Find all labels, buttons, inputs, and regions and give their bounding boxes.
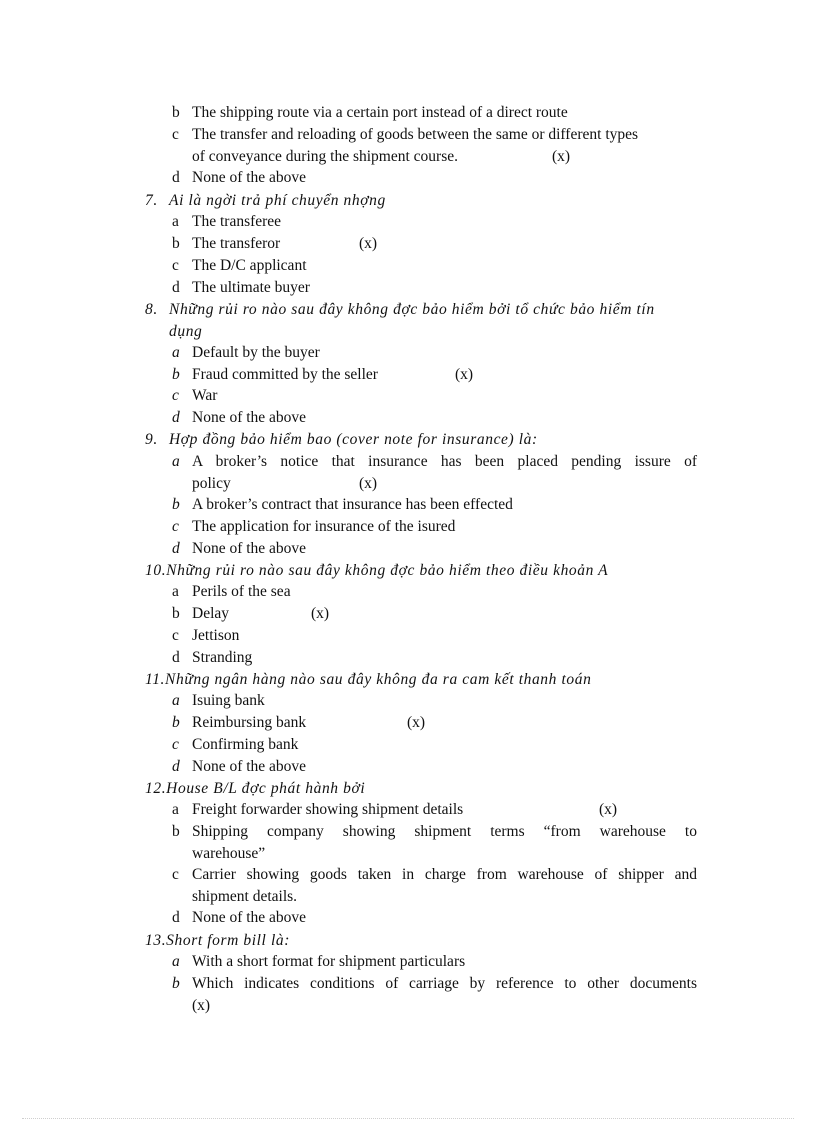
option-c: c Confirming bank [172,736,299,753]
option-b: b A broker’s contract that insurance has been effected [172,496,513,513]
answer-mark: (x) [407,714,426,731]
option-d: d None of the above [172,540,307,557]
option-a-continuation: policy [192,475,231,492]
option-b: b The transferor [172,235,281,252]
question-9: 9. Hợp đồng bảo hiểm bao (cover note for insurance) là: [145,431,538,448]
page-bottom-divider [22,1118,794,1119]
option-a: a Default by the buyer [172,344,320,361]
option-c: c The transfer and reloading of goods between the same or different types [172,126,639,143]
option-d: d None of the above [172,409,307,426]
option-c-continuation: of conveyance during the shipment course. [192,148,458,165]
option-a: a A broker’s notice that insurance has been placed pending issure of [172,453,697,470]
answer-mark: (x) [455,366,474,383]
option-a: a Freight forwarder showing shipment details [172,801,464,818]
option-a: a Isuing bank [172,692,265,709]
question-11: 11.Những ngân hàng nào sau đây không đa ra cam kết thanh toán [145,671,592,688]
answer-mark: (x) [192,997,211,1014]
option-a: a Perils of the sea [172,583,291,600]
option-b: b Shipping company showing shipment terms “from warehouse to [172,823,697,840]
option-b-continuation: warehouse” [192,845,266,862]
question-7: 7. Ai là ngời trả phí chuyển nhợng [145,192,386,209]
question-8: 8. Những rủi ro nào sau đây không đợc bảo hiểm bởi tổ chức bảo hiểm tín [145,301,655,318]
answer-mark: (x) [552,148,571,165]
option-c: c Carrier showing goods taken in charge from warehouse of shipper and [172,866,697,883]
option-c: c The D/C applicant [172,257,307,274]
option-b: b Delay [172,605,230,622]
option-b: b The shipping route via a certain port instead of a direct route [172,104,568,121]
option-b: b Fraud committed by the seller [172,366,378,383]
option-c: c War [172,387,218,404]
option-d: d Stranding [172,649,253,666]
question-12: 12.House B/L đợc phát hành bởi [145,780,366,797]
option-c-continuation: shipment details. [192,888,298,905]
option-a: a With a short format for shipment particulars [172,953,466,970]
answer-mark: (x) [359,235,378,252]
question-13: 13.Short form bill là: [145,932,290,949]
option-c: c Jettison [172,627,240,644]
option-b: b Which indicates conditions of carriage by reference to other documents [172,975,697,992]
option-d: d None of the above [172,758,307,775]
answer-mark: (x) [599,801,618,818]
option-a: a The transferee [172,213,282,230]
answer-mark: (x) [359,475,378,492]
option-d: d None of the above [172,169,307,186]
question-8-continuation: dụng [169,323,203,340]
option-d: d None of the above [172,909,307,926]
question-10: 10.Những rủi ro nào sau đây không đợc bảo hiểm theo điều khoản A [145,562,609,579]
option-d: d The ultimate buyer [172,279,310,296]
option-b: b Reimbursing bank [172,714,307,731]
option-c: c The application for insurance of the isured [172,518,456,535]
answer-mark: (x) [311,605,330,622]
